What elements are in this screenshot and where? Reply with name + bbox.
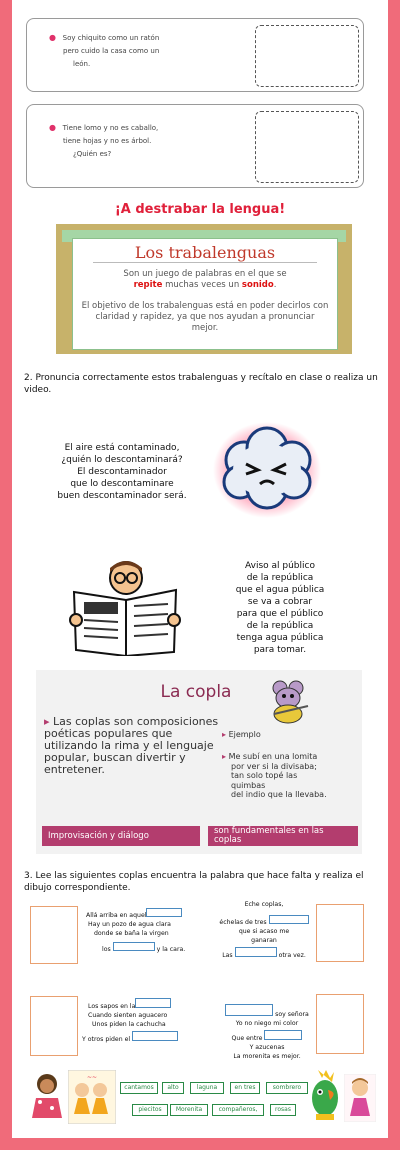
riddle-line: ¿Quién es?: [73, 150, 112, 158]
tongue-twister-1: El aire está contaminado, ¿quién lo descontaminará? El descontaminador que lo descontaminare buen descontaminador será.: [57, 443, 187, 501]
word-bank-item[interactable]: sombrero: [266, 1082, 308, 1094]
trabalenguas-title: Los trabalenguas: [93, 243, 317, 263]
word-bank-item[interactable]: piecitos: [132, 1104, 168, 1116]
bullet-icon: ●: [49, 33, 56, 42]
riddle-line: pero cuido la casa como un: [63, 47, 160, 55]
girl-cartoon-icon: [344, 1074, 376, 1122]
word-bank-item[interactable]: cantamos: [120, 1082, 158, 1094]
copla-bar-left: Improvisación y diálogo: [42, 826, 200, 846]
blank-input[interactable]: [264, 1030, 302, 1040]
blank-input[interactable]: [135, 998, 171, 1008]
copla-example: ▸ Me subí en una lomita por ver si la divisaba; tan solo topé las quimbas del indio que la llevaba.: [222, 752, 327, 799]
tongue-twister-2: Aviso al público de la república que el agua pública se va a cobrar para que el público de la república tenga agua pública para tomar.: [235, 561, 325, 655]
word-bank-item[interactable]: compañeros,: [212, 1104, 264, 1116]
word-bank-item[interactable]: laguna: [190, 1082, 224, 1094]
blank-input[interactable]: [269, 915, 309, 924]
blank-input[interactable]: [113, 942, 155, 951]
svg-text:~~: ~~: [86, 1074, 98, 1081]
riddle-card-2: [26, 104, 364, 188]
copla-exercise-4: soy señora Yo no niego mi color Que entre Y azucenas La morenita es mejor.: [212, 1004, 322, 1061]
drawing-box[interactable]: [255, 111, 359, 183]
copla-exercise-3: Los sapos en la Cuando sienten aguacero Unos piden la cachucha Y otros piden el: [82, 998, 202, 1044]
drawing-box[interactable]: [30, 996, 78, 1056]
copla-example-label: ▸ Ejemplo: [222, 730, 261, 739]
word-bank: [120, 1082, 310, 1122]
cartoon-mouse-icon: [262, 676, 312, 726]
angry-cloud-icon: [212, 420, 322, 520]
word-bank-item[interactable]: en tres: [230, 1082, 260, 1094]
worksheet-page: [12, 0, 388, 1138]
drawing-box[interactable]: [316, 994, 364, 1054]
parrot-icon: [308, 1068, 342, 1124]
riddle-line: león.: [73, 60, 91, 68]
riddle-line: tiene hojas y no es árbol.: [63, 137, 152, 145]
riddle-card-1: [26, 18, 364, 92]
copla-exercise-2: Eche coplas, échelas de tres que si acaso me ganaran Las otra vez.: [210, 900, 318, 960]
copla-card: [36, 670, 362, 854]
bullet-icon: ●: [49, 123, 56, 132]
instruction-3: 3. Lee las siguientes coplas encuentra la palabra que hace falta y realiza el dibujo correspondiente.: [24, 871, 364, 893]
copla-bar-right: son fundamentales en las coplas: [208, 826, 358, 846]
trabalenguas-definition: Son un juego de palabras en el que se repite muchas veces un sonido.: [123, 269, 287, 290]
riddle-line: Tiene lomo y no es caballo,: [62, 124, 159, 132]
word-bank-item[interactable]: rosas: [270, 1104, 296, 1116]
children-group-icon: [68, 1070, 116, 1124]
trabalenguas-objective: El objetivo de los trabalenguas está en poder decirlos con claridad y rapidez, ya que nos ayudan a pronunciar mejor.: [81, 301, 329, 333]
instruction-2: 2. Pronuncia correctamente estos trabalenguas y recítalo en clase o realiza un video.: [24, 373, 378, 395]
girl-doll-icon: [30, 1072, 64, 1122]
blank-input[interactable]: [235, 947, 277, 957]
newspaper-reader-icon: [64, 560, 184, 656]
copla-title: La copla: [160, 682, 232, 702]
trabalenguas-card: [56, 224, 352, 354]
drawing-box[interactable]: [30, 906, 78, 964]
word-bank-item[interactable]: Morenita: [170, 1104, 208, 1116]
drawing-box[interactable]: [316, 904, 364, 962]
blank-input[interactable]: [146, 908, 182, 917]
blank-input[interactable]: [225, 1004, 273, 1016]
blank-input[interactable]: [132, 1031, 178, 1041]
drawing-box[interactable]: [255, 25, 359, 87]
copla-exercise-1: Allá arriba en aquel Hay un pozo de agua clara donde se baña la virgen los y la cara.: [80, 908, 200, 954]
trabalenguas-heading: ¡A destrabar la lengua!: [114, 202, 286, 217]
copla-definition: ▸ Las coplas son composiciones poéticas populares que utilizando la rima y el lenguaje popular, buscan divertir y entretener.: [44, 715, 219, 776]
word-bank-item[interactable]: alto: [162, 1082, 184, 1094]
riddle-line: Soy chiquito como un ratón: [62, 34, 160, 42]
